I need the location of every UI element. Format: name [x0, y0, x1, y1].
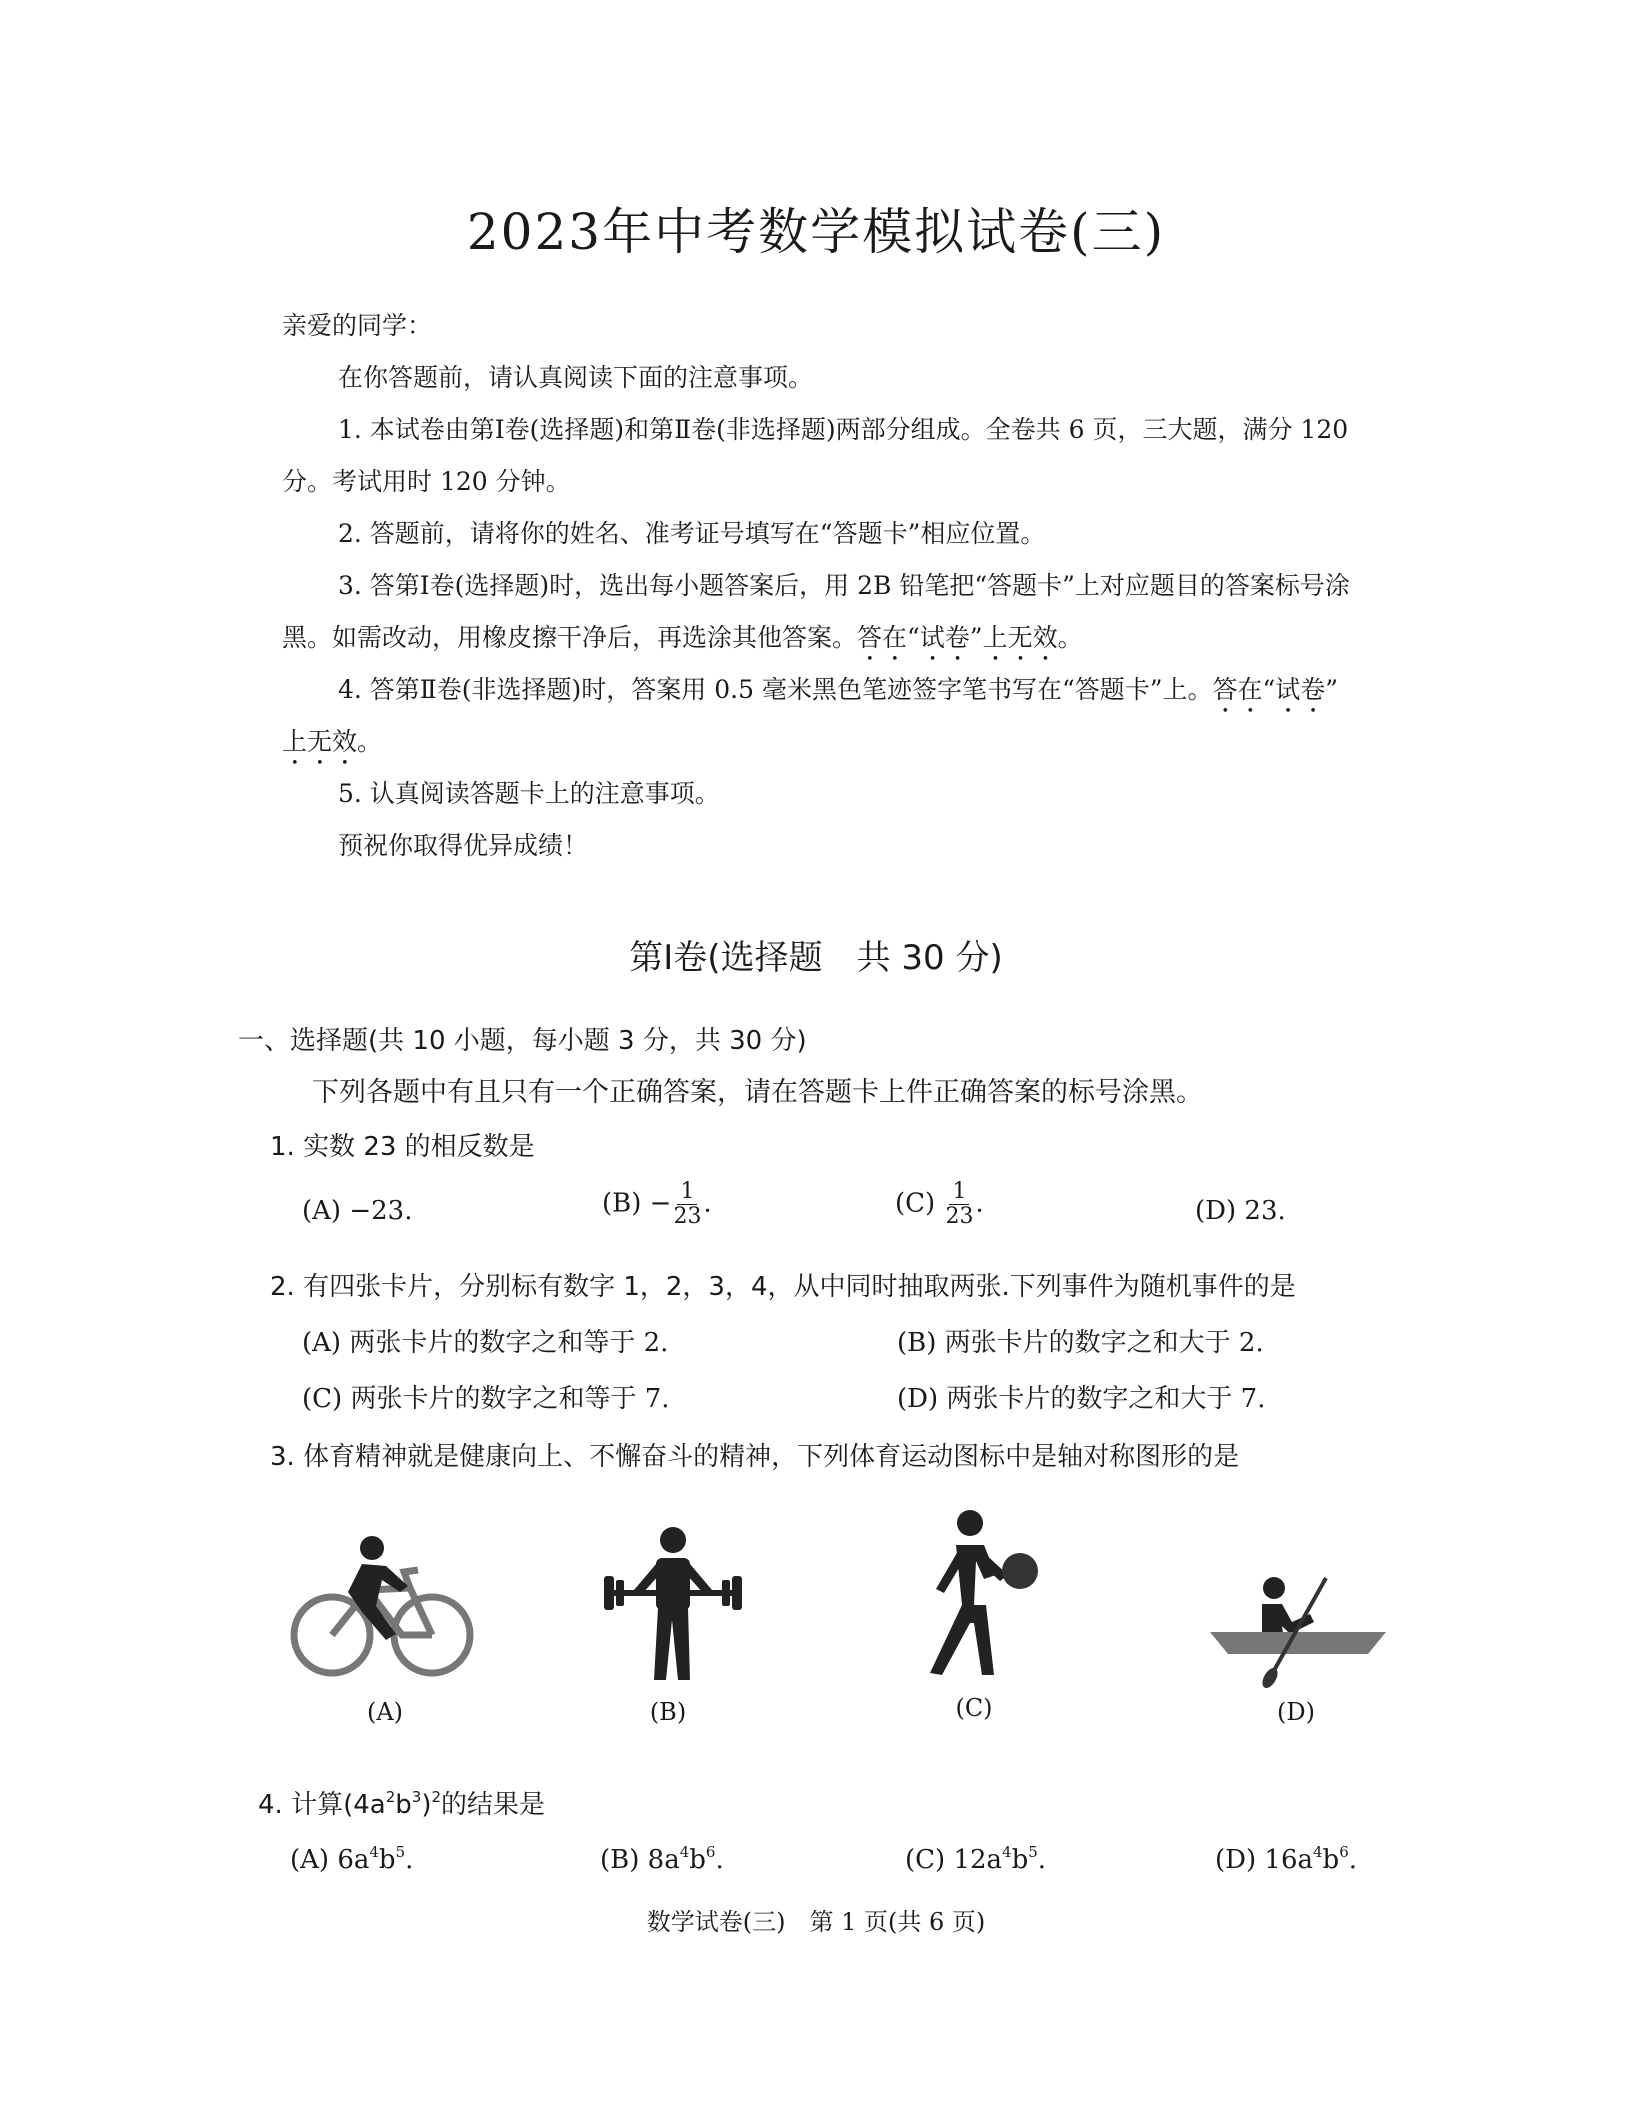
question-2-option-a: (A) 两张卡片的数字之和等于 2.: [302, 1328, 669, 1358]
q4-d-exp-a: 4: [1312, 1843, 1323, 1861]
figure-d-label: (D): [1277, 1698, 1315, 1726]
notice-item-3-emphasis: 答在“试卷”上无效。: [857, 623, 1083, 652]
weightlifting-icon: [598, 1520, 748, 1685]
figure-c-label: (C): [955, 1694, 993, 1722]
section-heading: 一、选择题(共 10 小题，每小题 3 分，共 30 分): [238, 1026, 807, 1056]
option-c-prefix: (C): [895, 1188, 944, 1219]
q4-exp-outer: 2: [431, 1788, 442, 1806]
figure-b-label: (B): [649, 1698, 687, 1726]
notice-item-4-text: 4. 答第Ⅱ卷(非选择题)时，答案用 0.5 毫米黑色笔迹签字笔书写在“答题卡”上。: [338, 675, 1213, 704]
notice-item-4-emphasis: 答在“试卷”: [1212, 675, 1339, 704]
notice-item-1: 1. 本试卷由第Ⅰ卷(选择题)和第Ⅱ卷(非选择题)两部分组成。全卷共 6 页，三大题，满分 120: [338, 415, 1349, 444]
q4-c-b: b: [1011, 1845, 1029, 1875]
q4-c-exp-b: 5: [1028, 1843, 1038, 1861]
option-c-period: .: [975, 1188, 984, 1219]
q4-stem-prefix: 4. 计算(4a: [258, 1790, 386, 1820]
cycling-icon: [290, 1530, 480, 1680]
notice-item-3-cont: [282, 612, 1083, 667]
q4-b-b: b: [689, 1845, 706, 1875]
rowing-icon: [1208, 1570, 1388, 1690]
q4-d-b: b: [1322, 1845, 1340, 1875]
page-footer: 数学试卷(三) 第 1 页(共 6 页): [646, 1908, 986, 1936]
question-2-option-d: (D) 两张卡片的数字之和大于 7.: [897, 1384, 1266, 1414]
q4-d-period: .: [1348, 1845, 1357, 1875]
q4-c-exp-a: 4: [1002, 1843, 1012, 1861]
notice-intro: 在你答题前，请认真阅读下面的注意事项。: [338, 363, 814, 392]
question-1-option-b: [602, 1180, 712, 1229]
q4-a-period: .: [405, 1845, 414, 1875]
q4-b-coef: (B) 8a: [600, 1845, 680, 1875]
option-b-denominator: 23: [673, 1204, 702, 1229]
q4-a-b: b: [378, 1845, 396, 1875]
q4-a-exp-b: 5: [395, 1843, 406, 1861]
question-3-stem: 3. 体育精神就是健康向上、不懈奋斗的精神，下列体育运动图标中是轴对称图形的是: [270, 1442, 1240, 1472]
notice-item-2: 2. 答题前，请将你的姓名、准考证号填写在“答题卡”相应位置。: [338, 519, 1046, 548]
q4-exp-b: 3: [411, 1788, 422, 1806]
q4-d-coef: (D) 16a: [1215, 1845, 1313, 1875]
question-4-option-d: [1215, 1843, 1357, 1875]
option-c-denominator: 23: [945, 1204, 974, 1229]
q4-c-coef: (C) 12a: [905, 1845, 1003, 1875]
notice-item-3: 3. 答第Ⅰ卷(选择题)时，选出每小题答案后，用 2B 铅笔把“答题卡”上对应题目的答案标号涂: [338, 571, 1350, 600]
q4-c-period: .: [1037, 1845, 1047, 1875]
notice-item-5: 5. 认真阅读答题卡上的注意事项。: [338, 779, 720, 808]
question-4-option-a: [290, 1843, 413, 1875]
option-b-numerator: 1: [677, 1180, 697, 1205]
q4-a-exp-a: 4: [369, 1843, 379, 1861]
question-2-stem: 2. 有四张卡片，分别标有数字 1，2，3，4，从中同时抽取两张.下列事件为随机事件的是: [270, 1272, 1296, 1302]
question-1-option-c: [895, 1180, 984, 1229]
question-4-stem: [258, 1784, 545, 1821]
option-b-prefix: (B) −: [602, 1188, 672, 1219]
q4-exp-a: 2: [385, 1788, 396, 1806]
notice-item-3-text: 黑。如需改动，用橡皮擦干净后，再选涂其他答案。: [282, 623, 858, 652]
option-c-numerator: 1: [949, 1180, 969, 1205]
section-title: 第Ⅰ卷(选择题 共 30 分): [629, 938, 1003, 978]
question-1-stem: 1. 实数 23 的相反数是: [270, 1132, 535, 1162]
q4-b-period: .: [715, 1845, 724, 1875]
q4-d-exp-b: 6: [1339, 1843, 1349, 1861]
notice-item-4-cont: 上无效。: [282, 727, 383, 756]
q4-close: ): [421, 1790, 432, 1820]
section-instruction: 下列各题中有且只有一个正确答案，请在答题卡上件正确答案的标号涂黑。: [312, 1077, 1203, 1108]
q4-a-coef: (A) 6a: [290, 1845, 370, 1875]
option-c-fraction: [945, 1180, 973, 1229]
q4-stem-b: b: [395, 1790, 412, 1820]
volleyball-icon: [900, 1505, 1050, 1680]
option-b-fraction: [673, 1180, 701, 1229]
notice-item-1-cont: 分。考试用时 120 分钟。: [282, 467, 571, 496]
question-1-option-d: (D) 23.: [1195, 1196, 1286, 1226]
figure-a-label: (A): [366, 1698, 404, 1726]
question-2-option-c: (C) 两张卡片的数字之和等于 7.: [302, 1384, 670, 1414]
page-title: 2023年中考数学模拟试卷(三): [466, 203, 1166, 261]
question-2-option-b: (B) 两张卡片的数字之和大于 2.: [897, 1328, 1264, 1358]
question-4-option-b: [600, 1843, 724, 1875]
q4-stem-suffix: 的结果是: [441, 1790, 546, 1820]
question-4-option-c: [905, 1843, 1046, 1875]
notice-wish: 预祝你取得优异成绩！: [338, 831, 589, 860]
q4-b-exp-b: 6: [705, 1843, 716, 1861]
notice-greeting: 亲爱的同学：: [282, 311, 433, 340]
q4-b-exp-a: 4: [679, 1843, 690, 1861]
option-b-period: .: [703, 1188, 712, 1219]
notice-item-4: [282, 664, 1338, 719]
question-1-option-a: (A) −23.: [302, 1196, 413, 1226]
